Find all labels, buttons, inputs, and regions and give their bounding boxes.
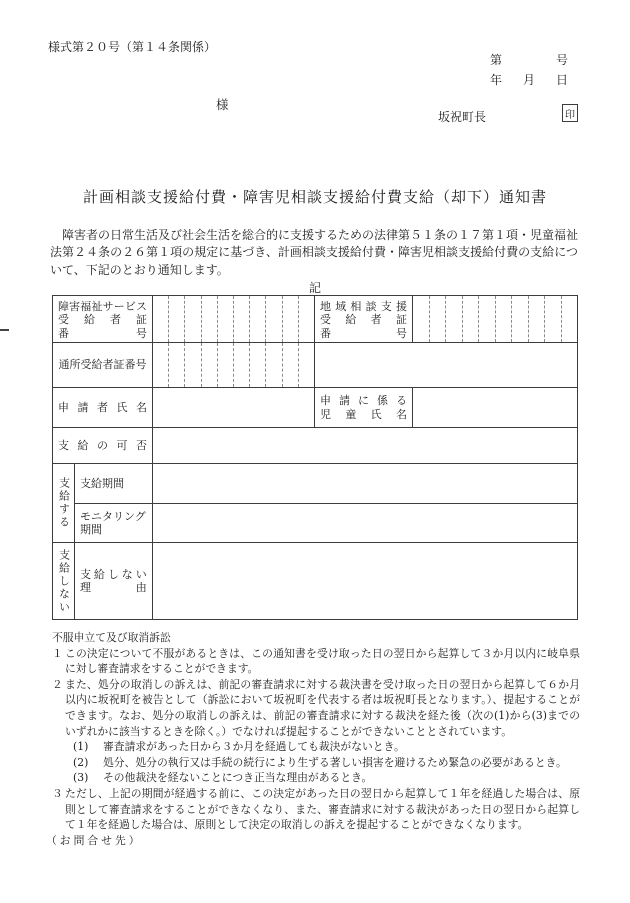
date-year-label: 年: [490, 73, 503, 87]
date-line: [490, 70, 568, 90]
digit-box[interactable]: [282, 343, 298, 387]
digit-box[interactable]: [201, 296, 217, 342]
digit-box[interactable]: [153, 296, 168, 342]
digit-box[interactable]: [413, 296, 429, 342]
grant-period-label: 支給期間: [75, 464, 153, 504]
digit-box[interactable]: [184, 296, 200, 342]
subitem-number: (1): [73, 740, 89, 754]
doc-number-block: [490, 50, 568, 90]
approval-field[interactable]: [153, 428, 577, 464]
note-subitem-2: [73, 755, 580, 771]
note-text: この決定について不服があるときは、この通知書を受け取った日の翌日から起算して３か月以内に岐阜県に対し審査請求をすることができます。: [65, 646, 580, 676]
digit-box[interactable]: [298, 296, 314, 342]
note-number: １: [52, 646, 63, 660]
digit-box[interactable]: [495, 296, 512, 342]
digit-box[interactable]: [217, 296, 233, 342]
note-item-3: [46, 786, 580, 833]
tsusho-cert-number-label: 通所受給者証番号: [53, 343, 153, 388]
welfare-cert-number-label: 障害福祉サービス 受給者証 番号: [53, 296, 153, 343]
grant-period-field[interactable]: [153, 464, 577, 504]
digit-box[interactable]: [249, 296, 265, 342]
child-name-field[interactable]: [413, 388, 577, 428]
tsusho-cert-number-field[interactable]: [153, 343, 315, 388]
applicant-name-label: 申請者氏名: [53, 388, 153, 428]
digit-box[interactable]: [249, 343, 265, 387]
digit-box[interactable]: [298, 343, 314, 387]
monitoring-period-label: モニタリング期間: [75, 504, 153, 543]
digit-box[interactable]: [217, 343, 233, 387]
digit-box[interactable]: [233, 296, 249, 342]
digit-box[interactable]: [478, 296, 495, 342]
subitem-number: (2): [73, 755, 89, 769]
applicant-name-field[interactable]: [153, 388, 315, 428]
appeal-notes: [46, 630, 580, 848]
note-text: また、処分の取消しの訴えは、前記の審査請求に対する裁決書を受け取った日の翌日から起算して６か月以内に坂祝町を被告として（訴訟において坂祝町を代表する者は坂祝町長となります。）、提起することができます。なお、処分の取消しの訴えは、前記の審査請求に対する裁決を経た後（次の(1)から(3)までのいずれかに該当するときを除く。）でなければ提起することができないこととされています。: [65, 677, 580, 738]
digit-box[interactable]: [511, 296, 528, 342]
subitem-text: 審査請求があった日から３か月を経過しても裁決がないとき。: [103, 740, 405, 754]
note-subitem-3: [73, 770, 580, 786]
digit-box[interactable]: [265, 296, 281, 342]
digit-box[interactable]: [561, 296, 578, 342]
digit-box[interactable]: [282, 296, 298, 342]
note-number: ３: [52, 786, 63, 800]
notes-heading: 不服申立て及び取消訴訟: [52, 631, 171, 644]
digit-box[interactable]: [201, 343, 217, 387]
seal-stamp: 印: [562, 104, 578, 122]
note-item-2: [46, 677, 580, 739]
digit-box[interactable]: [462, 296, 479, 342]
note-text: ただし、上記の期間が経過する前に、この決定があった日の翌日から起算して１年を経過した場合は、原則として審査請求をすることができなくなり、また、審査請求に対する裁決があった日の翌日から起算して１年を経過した場合は、原則として決定の取消しの訴えを提起することができなくなります。: [65, 786, 580, 832]
addressee-honorific: 様: [216, 97, 229, 112]
no-grant-reason-label: 支給しない 理由: [75, 543, 153, 619]
digit-box[interactable]: [168, 296, 184, 342]
child-name-label: 申請に係る 児童氏名: [315, 388, 413, 428]
regional-cert-number-label: 地域相談支援 受給者証 番号: [315, 296, 413, 343]
sender-name: 坂祝町長: [438, 110, 487, 124]
doc-number-line: [490, 50, 568, 70]
form-number: 様式第２０号（第１４条関係）: [48, 40, 217, 54]
date-day-label: 日: [555, 73, 568, 87]
no-grant-group-label: 支給しない: [53, 543, 75, 619]
approval-label: 支給の可否: [53, 428, 153, 464]
welfare-cert-number-field[interactable]: [153, 296, 315, 343]
digit-box[interactable]: [184, 343, 200, 387]
monitoring-period-field[interactable]: [153, 504, 577, 543]
no-grant-reason-field[interactable]: [153, 543, 577, 619]
subitem-number: (3): [73, 771, 89, 785]
doc-number-prefix: 第: [490, 53, 503, 67]
document-title: 計画相談支援給付費・障害児相談支援給付費支給（却下）通知書: [82, 188, 547, 206]
note-subitem-1: [73, 739, 580, 755]
row2-empty-cell[interactable]: [315, 343, 577, 388]
body-paragraph: 障害者の日常生活及び社会生活を総合的に支援するための法律第５１条の１７第１項・児童福祉法第２４条の２６第１項の規定に基づき、計画相談支援給付費・障害児相談支援給付費の支給について、下記のとおり通知します。: [50, 228, 579, 277]
contact-label: （お問合せ先）: [46, 833, 143, 847]
digit-box[interactable]: [429, 296, 446, 342]
note-number: ２: [52, 677, 63, 691]
doc-number-suffix: 号: [555, 53, 568, 67]
subitem-text: その他裁決を経ないことにつき正当な理由があるとき。: [103, 771, 373, 785]
digit-box[interactable]: [445, 296, 462, 342]
digit-box[interactable]: [544, 296, 561, 342]
digit-box[interactable]: [153, 343, 168, 387]
date-month-label: 月: [522, 73, 535, 87]
digit-box[interactable]: [233, 343, 249, 387]
registration-mark: [0, 329, 9, 331]
record-marker: 記: [308, 281, 321, 295]
subitem-text: 処分、処分の執行又は手続の続行により生ずる著しい損害を避けるため緊急の必要があるとき。: [103, 755, 567, 769]
grant-group-label: 支給する: [53, 464, 75, 543]
digit-box[interactable]: [265, 343, 281, 387]
digit-box[interactable]: [528, 296, 545, 342]
digit-box[interactable]: [168, 343, 184, 387]
note-item-1: [46, 646, 580, 677]
regional-cert-number-field[interactable]: [413, 296, 577, 343]
notice-table: [52, 295, 578, 620]
